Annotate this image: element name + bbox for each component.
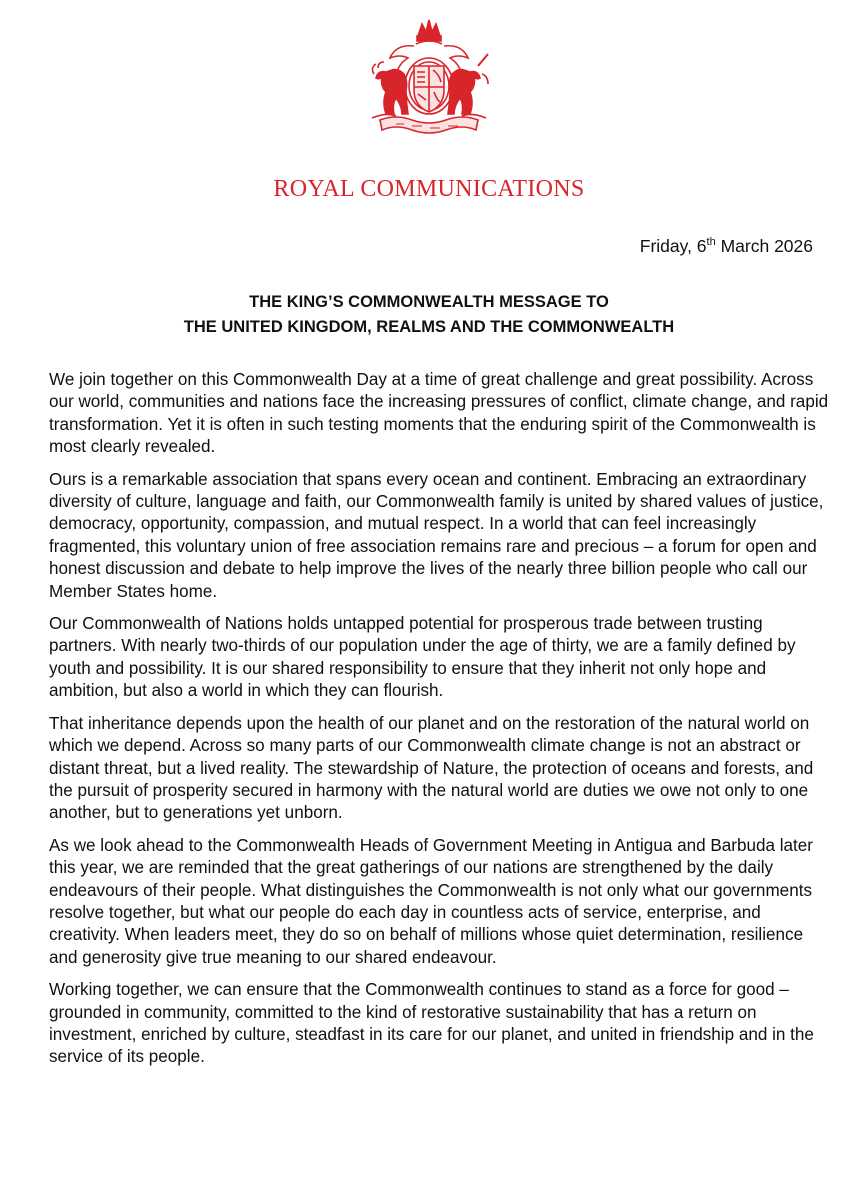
paragraph-4: That inheritance depends upon the health of our planet and on the restoration of the natural world on which we depend. Across so many parts of our Commonwealth climate change is not an abstract or distant threat, but a lived reality. The stewardship of Nature, the protection of oceans and forests, and the pursuit of prosperity secured in harmony with the natural world are duties we owe not only to one another, but to generations yet unborn. [49,713,814,823]
document-date [640,235,813,257]
paragraph-6: Working together, we can ensure that the Commonwealth continues to stand as a force for good – grounded in community, committed to the kind of restorative sustainability that has a return on investment, enriched by culture, steadfast in its care for our planet, and united in friendship and in the service of its people. [49,980,814,1067]
date-day: Friday, 6 [639,236,707,256]
date-ordinal-suffix: th [706,236,716,249]
royal-coat-of-arms-icon [356,14,502,140]
message-heading [0,290,858,340]
masthead-title: ROYAL COMMUNICATIONS [273,176,585,202]
date-month-year: March 2026 [715,236,813,256]
paragraph-1: We join together on this Commonwealth Day at a time of great challenge and great possibility. Across our world, communities and nations face the increasing pressures of conflict, climate change, and rapid transformation. Yet it is often in such testing moments that the enduring spirit of the Commonwealth is most clearly revealed. [49,370,829,457]
paragraph-5: As we look ahead to the Commonwealth Heads of Government Meeting in Antigua and Barbuda later this year, we are reminded that the great gatherings of our nations are strengthened by the daily endeavours of their people. What distinguishes the Commonwealth is not only what our governments resolve together, but what our people do each day in countless acts of service, enterprise, and creativity. When leaders meet, they do so on behalf of millions whose quiet determination, resilience and generosity give true meaning to our shared endeavour. [49,835,813,967]
paragraph-2: Ours is a remarkable association that spans every ocean and continent. Embracing an extraordinary diversity of culture, language and faith, our Commonwealth family is united by shared values of justice, democracy, opportunity, compassion, and mutual respect. In a world that can feel increasingly fragmented, this voluntary union of free association remains rare and precious – a forum for open and honest discussion and debate to help improve the lives of the nearly three billion people who call our Member States home. [49,469,824,601]
heading-line-1: THE KING’S COMMONWEALTH MESSAGE TO [249,293,609,311]
message-body [49,369,829,1079]
heading-line-2: THE UNITED KINGDOM, REALMS AND THE COMMONWEALTH [183,318,675,336]
paragraph-3: Our Commonwealth of Nations holds untapped potential for prosperous trade between trusting partners. With nearly two-thirds of our population under the age of thirty, we are a family defined by youth and possibility. It is our shared responsibility to ensure that they inherit not only hope and ambition, but also a world in which they can flourish. [49,614,796,701]
